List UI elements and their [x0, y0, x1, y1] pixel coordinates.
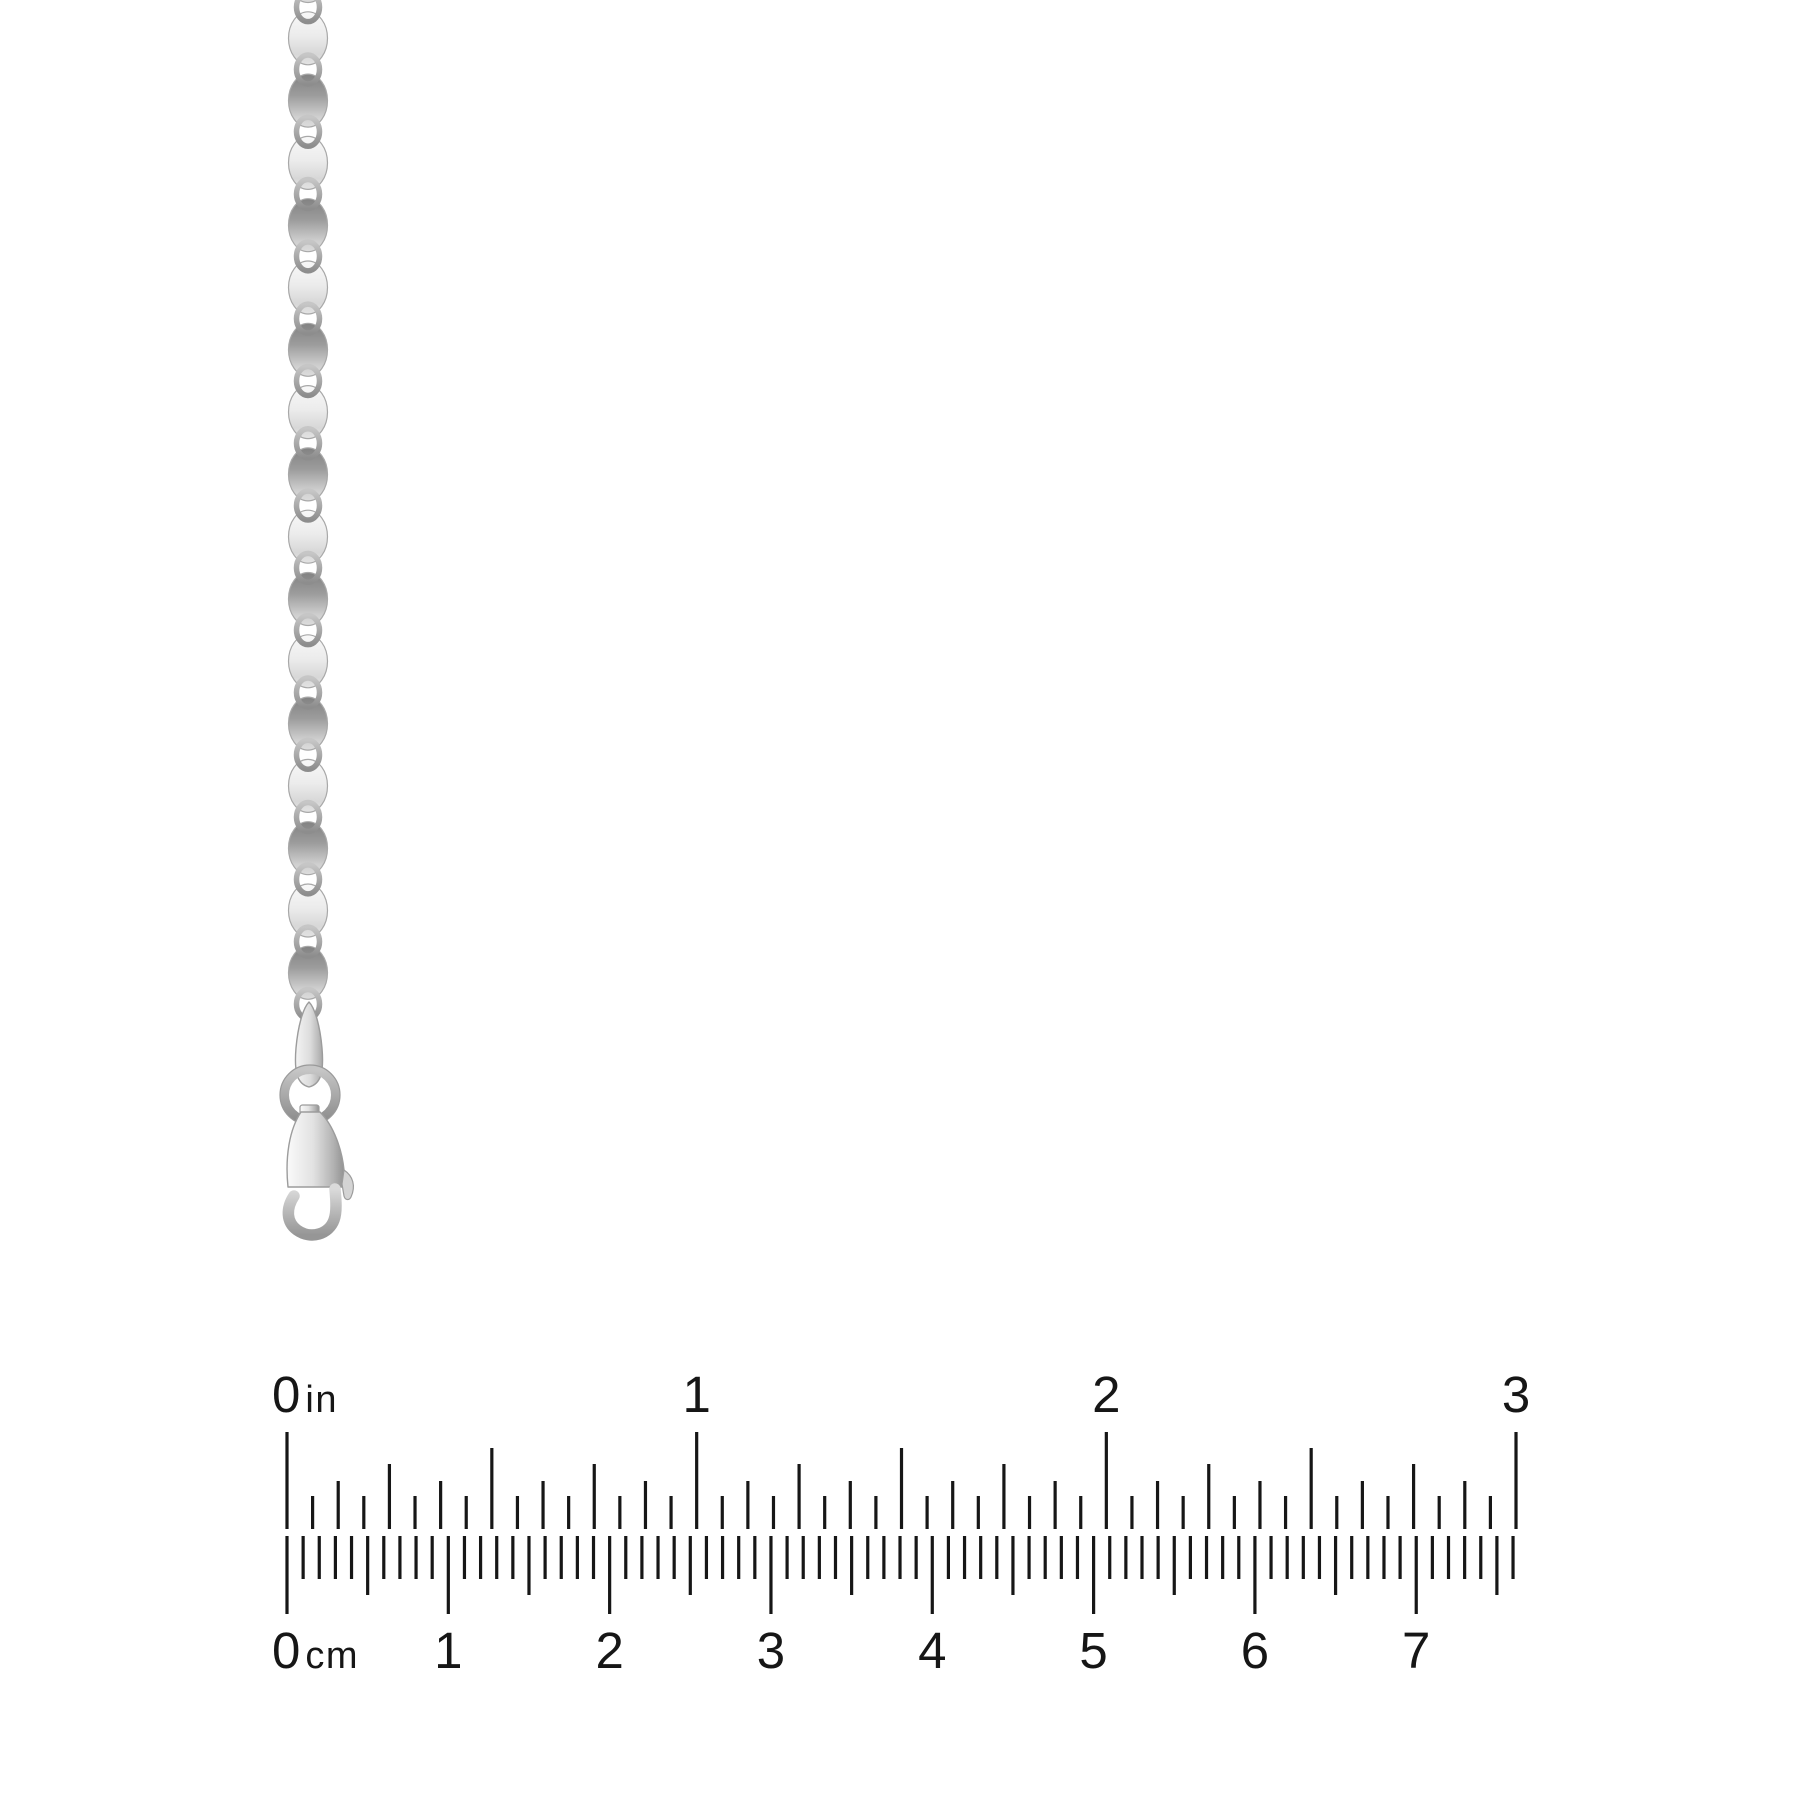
chain-necklace	[289, 0, 328, 1018]
chain-end-assembly	[280, 1002, 353, 1235]
cm-label-0: 0 cm	[272, 1622, 360, 1679]
cm-label-5: 5	[1079, 1622, 1108, 1679]
cm-label-4: 4	[918, 1622, 947, 1679]
inch-scale-labels	[272, 1366, 1530, 1423]
cm-scale-labels	[272, 1622, 1430, 1679]
cm-scale-ticks	[287, 1536, 1513, 1614]
cm-label-3: 3	[756, 1622, 786, 1679]
inch-label-1: 1	[682, 1366, 711, 1423]
inch-label-2: 2	[1092, 1366, 1121, 1423]
clasp-hook	[288, 1189, 336, 1235]
inch-scale-ticks	[287, 1432, 1516, 1529]
cm-label-7: 7	[1402, 1622, 1431, 1679]
inch-label-3: 3	[1501, 1366, 1531, 1423]
cm-label-2: 2	[595, 1622, 624, 1679]
inch-unit-suffix: in	[305, 1379, 338, 1421]
cm-unit-suffix: cm	[305, 1635, 360, 1677]
clasp-body	[287, 1112, 345, 1187]
clasp-trigger	[342, 1170, 353, 1200]
cm-label-1: 1	[434, 1622, 463, 1679]
cm-label-6: 6	[1240, 1622, 1270, 1679]
inch-label-0: 0 in	[272, 1366, 338, 1423]
lobster-clasp	[287, 1105, 353, 1235]
measurement-ruler	[272, 1366, 1530, 1679]
